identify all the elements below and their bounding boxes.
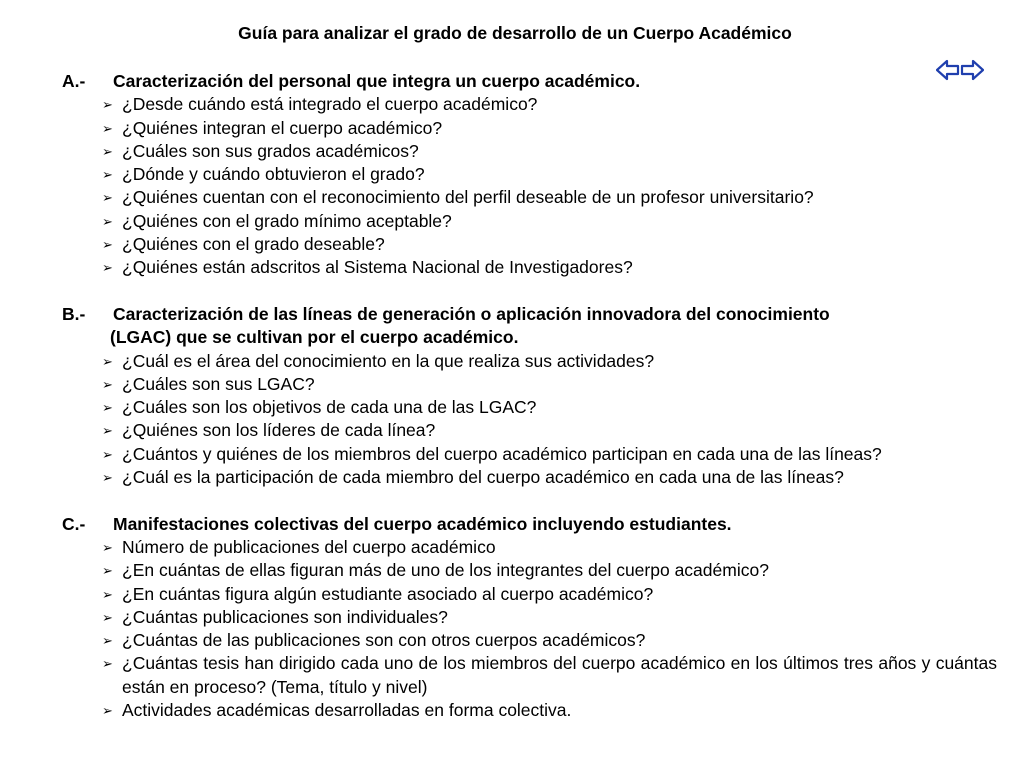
list-item: ➢ ¿Quiénes están adscritos al Sistema Nacional de Investigadores?	[102, 256, 997, 279]
list-item: ➢ ¿Cuál es la participación de cada miembro del cuerpo académico en cada una de las líneas?	[102, 466, 997, 489]
section-letter: B.-	[62, 303, 86, 324]
bullet-arrow-icon: ➢	[102, 563, 113, 579]
bullet-arrow-icon: ➢	[102, 120, 113, 136]
list-item: ➢ ¿Cuáles son sus grados académicos?	[102, 140, 997, 163]
section-heading	[62, 70, 997, 93]
section-b	[62, 303, 997, 489]
list-item: ➢ ¿Cuántas de las publicaciones son con otros cuerpos académicos?	[102, 629, 997, 652]
bullet-arrow-icon: ➢	[102, 470, 113, 486]
guide-content	[62, 70, 997, 746]
list-item: ➢ ¿Quiénes integran el cuerpo académico?	[102, 117, 997, 140]
list-item: ➢ ¿Quiénes con el grado mínimo aceptable?	[102, 210, 997, 233]
list-item: ➢ ¿Quiénes cuentan con el reconocimiento del perfil deseable de un profesor universitario?	[102, 186, 997, 209]
list-item: ➢ ¿Cuál es el área del conocimiento en la que realiza sus actividades?	[102, 350, 997, 373]
list-item: ➢ ¿Quiénes con el grado deseable?	[102, 233, 997, 256]
list-item: ➢ ¿Cuántas tesis han dirigido cada uno de los miembros del cuerpo académico en los últimos tres años y cuántas están en proceso? (Tema, título y nivel)	[102, 653, 997, 697]
list-item: ➢ Actividades académicas desarrolladas en forma colectiva.	[102, 699, 997, 722]
section-c	[62, 513, 997, 723]
bullet-arrow-icon: ➢	[102, 446, 113, 462]
bullet-arrow-icon: ➢	[102, 213, 113, 229]
list-item: ➢ ¿Desde cuándo está integrado el cuerpo académico?	[102, 93, 997, 116]
list-item: ➢ ¿Dónde y cuándo obtuvieron el grado?	[102, 163, 997, 186]
question-list	[62, 536, 997, 722]
list-item: ➢ ¿En cuántas de ellas figuran más de uno de los integrantes del cuerpo académico?	[102, 559, 997, 582]
section-title: Caracterización del personal que integra un cuerpo académico.	[113, 71, 641, 91]
bullet-arrow-icon: ➢	[102, 97, 113, 113]
bullet-arrow-icon: ➢	[102, 586, 113, 602]
section-title: Manifestaciones colectivas del cuerpo académico incluyendo estudiantes.	[113, 513, 732, 534]
bullet-arrow-icon: ➢	[102, 423, 113, 439]
bullet-arrow-icon: ➢	[102, 167, 113, 183]
bullet-arrow-icon: ➢	[102, 190, 113, 206]
bullet-arrow-icon: ➢	[102, 400, 113, 416]
section-title: Caracterización de las líneas de generación o aplicación innovadora del conocimiento	[113, 303, 830, 324]
bullet-arrow-icon: ➢	[102, 703, 113, 719]
section-heading	[62, 303, 997, 326]
bullet-arrow-icon: ➢	[102, 609, 113, 625]
section-letter: C.-	[62, 513, 86, 534]
list-item: ➢ ¿Cuáles son sus LGAC?	[102, 373, 997, 396]
bullet-arrow-icon: ➢	[102, 633, 113, 649]
list-item: ➢ Número de publicaciones del cuerpo académico	[102, 536, 997, 559]
page-title: Guía para analizar el grado de desarrollo de un Cuerpo Académico	[238, 23, 792, 43]
bullet-arrow-icon: ➢	[102, 376, 113, 392]
list-item: ➢ ¿Cuáles son los objetivos de cada una de las LGAC?	[102, 396, 997, 419]
bullet-arrow-icon: ➢	[102, 260, 113, 276]
question-list	[62, 350, 997, 490]
bullet-arrow-icon: ➢	[102, 353, 113, 369]
question-list	[62, 93, 997, 279]
bullet-arrow-icon: ➢	[102, 539, 113, 555]
section-heading	[62, 513, 997, 536]
bullet-arrow-icon: ➢	[102, 656, 113, 672]
list-item: ➢ ¿Cuántas publicaciones son individuales?	[102, 606, 997, 629]
bullet-arrow-icon: ➢	[102, 237, 113, 253]
list-item: ➢ ¿En cuántas figura algún estudiante asociado al cuerpo académico?	[102, 583, 997, 606]
section-a	[62, 70, 997, 280]
bullet-arrow-icon: ➢	[102, 143, 113, 159]
section-letter: A.-	[62, 71, 86, 91]
list-item: ➢ ¿Quiénes son los líderes de cada línea?	[102, 419, 997, 442]
section-title-continuation: (LGAC) que se cultivan por el cuerpo académico.	[110, 327, 519, 348]
list-item: ➢ ¿Cuántos y quiénes de los miembros del cuerpo académico participan en cada una de las líneas?	[102, 443, 997, 466]
